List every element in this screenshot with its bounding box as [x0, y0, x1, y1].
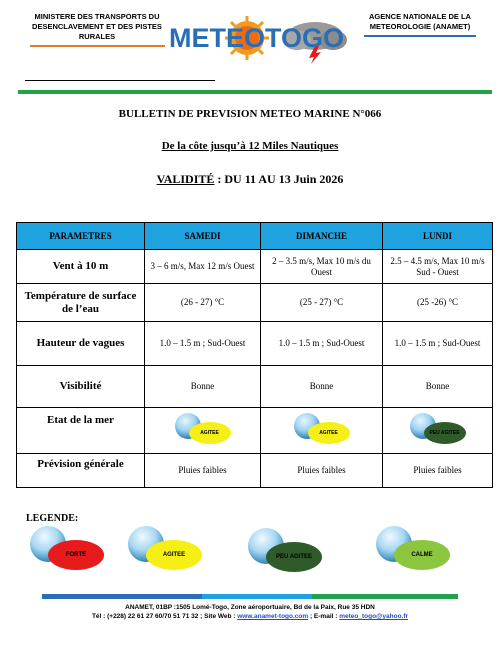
- header-divider: [18, 90, 492, 94]
- sea-state-cell: [261, 408, 383, 454]
- table-row: [17, 454, 493, 488]
- table-row: [17, 408, 493, 454]
- value-cell: Bonne: [261, 366, 383, 408]
- bulletin-title: BULLETIN DE PREVISION METEO MARINE N°066: [118, 108, 382, 120]
- header-lundi: LUNDI: [383, 223, 493, 250]
- legend-label: FORTE: [48, 540, 104, 570]
- value-cell: 1.0 – 1.5 m ; Sud-Ouest: [383, 322, 493, 366]
- sea-state-badge: [410, 413, 466, 449]
- sea-state-cell: [383, 408, 493, 454]
- value-cell: 2 – 3.5 m/s, Max 10 m/s du Ouest: [261, 250, 383, 284]
- agency-underline: [364, 35, 476, 37]
- value-cell: Pluies faibles: [145, 454, 261, 488]
- value-cell: 3 – 6 m/s, Max 12 m/s Ouest: [145, 250, 261, 284]
- validity-value: : DU 11 AU 13 Juin 2026: [214, 172, 344, 186]
- sea-state-badge: [294, 413, 350, 449]
- legend-label: CALME: [394, 540, 450, 570]
- meteotogo-logo: [165, 14, 355, 64]
- table-header-row: [17, 223, 493, 250]
- param-cell: Visibilité: [17, 366, 145, 408]
- value-cell: Pluies faibles: [383, 454, 493, 488]
- website-link[interactable]: www.anamet-togo.com: [237, 613, 309, 620]
- footer-contact: [0, 613, 500, 620]
- legend-item-agitee: [128, 526, 208, 574]
- value-cell: 2.5 – 4.5 m/s, Max 10 m/s Sud - Ouest: [383, 250, 493, 284]
- email-link[interactable]: meteo_togo@yahoo.fr: [339, 613, 409, 620]
- param-cell: Vent à 10 m: [17, 250, 145, 284]
- param-cell: Etat de la mer: [17, 408, 145, 454]
- legend-item-forte: [30, 526, 110, 574]
- value-cell: Bonne: [145, 366, 261, 408]
- sea-state-label: AGITEE: [189, 422, 231, 444]
- forecast-table: [16, 222, 493, 488]
- ministry-line2: DESENCLAVEMENT ET DES PISTES RURALES: [32, 22, 162, 41]
- table-row: [17, 250, 493, 284]
- value-cell: (25 -26) °C: [383, 284, 493, 322]
- sea-state-label: PEU AGITEE: [424, 422, 466, 444]
- footer-phone: Tél : (+228) 22 61 27 60/70 51 71 32 ; Site Web :: [91, 613, 238, 620]
- header-dimanche: DIMANCHE: [261, 223, 383, 250]
- ministry-line1: MINISTERE DES TRANSPORTS DU: [34, 12, 160, 21]
- table-row: [17, 366, 493, 408]
- validity-label: VALIDITÉ: [156, 172, 215, 186]
- param-cell: Température de surface de l’eau: [17, 284, 145, 322]
- header-samedi: SAMEDI: [145, 223, 261, 250]
- legend-title: LEGENDE:: [26, 513, 79, 524]
- table-row: [17, 284, 493, 322]
- agency-line1: AGENCE NATIONALE DE LA: [369, 12, 471, 21]
- param-cell: Hauteur de vagues: [17, 322, 145, 366]
- legend-item-calme: [376, 526, 456, 574]
- value-cell: (26 - 27) °C: [145, 284, 261, 322]
- agency-line2: METEOROLOGIE (ANAMET): [369, 22, 471, 31]
- sea-state-badge: [175, 413, 231, 449]
- table-row: [17, 322, 493, 366]
- ministry-underline: [30, 45, 165, 47]
- value-cell: Pluies faibles: [261, 454, 383, 488]
- footer-color-bar: [42, 594, 458, 599]
- validity-line: [0, 172, 500, 187]
- footer-address: ANAMET, 01BP :1505 Lomé-Togo, Zone aéroportuaire, Bd de la Paix, Rue 35 HDN: [125, 604, 375, 611]
- value-cell: (25 - 27) °C: [261, 284, 383, 322]
- legend-item-peu-agitee: [248, 528, 328, 576]
- header-parametres: PARAMETRES: [17, 223, 145, 250]
- ministry-header: [22, 12, 172, 47]
- value-cell: 1.0 – 1.5 m ; Sud-Ouest: [145, 322, 261, 366]
- value-cell: 1.0 – 1.5 m ; Sud-Ouest: [261, 322, 383, 366]
- sea-state-label: AGITEE: [308, 422, 350, 444]
- legend-label: AGITEE: [146, 540, 202, 570]
- sea-state-cell: [145, 408, 261, 454]
- signature-line: [25, 80, 215, 81]
- legend-label: PEU AGITEE: [266, 542, 322, 572]
- coverage-subtitle: De la côte jusqu’à 12 Miles Nautiques: [161, 140, 339, 152]
- footer-email-label: ; E-mail :: [308, 613, 340, 620]
- agency-header: [360, 12, 480, 37]
- value-cell: Bonne: [383, 366, 493, 408]
- param-cell: Prévision générale: [17, 454, 145, 488]
- logo-text: METEOTOGO: [169, 23, 345, 53]
